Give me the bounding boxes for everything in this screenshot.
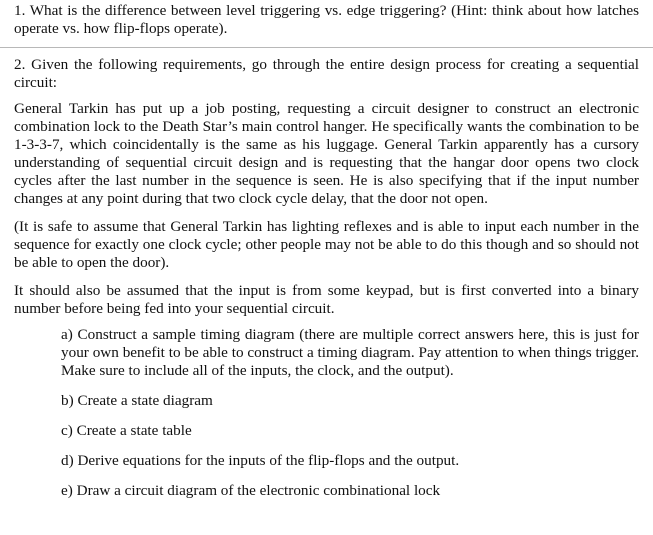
task-e-circuit-diagram: e) Draw a circuit diagram of the electronic combinational lock xyxy=(61,482,441,499)
task-b-state-diagram: b) Create a state diagram xyxy=(61,392,213,409)
task-a-timing-diagram: a) Construct a sample timing diagram (there are multiple correct answers here, this is just for your own benefit to be able to construct a timing diagram. Pay attention to when things trigger. Make sure to include all of the inputs, the clock, and the output). xyxy=(61,326,639,379)
task-d-equations: d) Derive equations for the inputs of the flip-flops and the output. xyxy=(61,452,460,469)
assumption-paragraph: (It is safe to assume that General Tarkin has lighting reflexes and is able to input each number in the sequence for exactly one clock cycle; other people may not be able to do this though and so should not be able to open the door). xyxy=(14,218,639,271)
task-list xyxy=(61,326,639,500)
section-divider xyxy=(0,47,653,48)
document-page xyxy=(14,2,639,500)
input-note-paragraph: It should also be assumed that the input is from some keypad, but is first converted into a binary number before being fed into your sequential circuit. xyxy=(14,282,639,317)
scenario-paragraph: General Tarkin has put up a job posting, requesting a circuit designer to construct an electronic combination lock to the Death Star’s main control hanger. He specifically wants the combination to be 1-3-3-7, which coincidentally is the same as his luggage. General Tarkin apparently has a cursory understanding of sequential circuit design and is requesting that the hangar door opens two clock cycles after the last number in the sequence is seen. He is also specifying that if the input number changes at any point during that two clock cycle delay, that the door not open. xyxy=(14,100,639,207)
task-c-state-table: c) Create a state table xyxy=(61,422,192,439)
question-1-text: 1. What is the difference between level triggering vs. edge triggering? (Hint: think about how latches operate vs. how flip-flops operate). xyxy=(14,2,639,37)
question-2-prompt: 2. Given the following requirements, go through the entire design process for creating a sequential circuit: xyxy=(14,56,639,91)
